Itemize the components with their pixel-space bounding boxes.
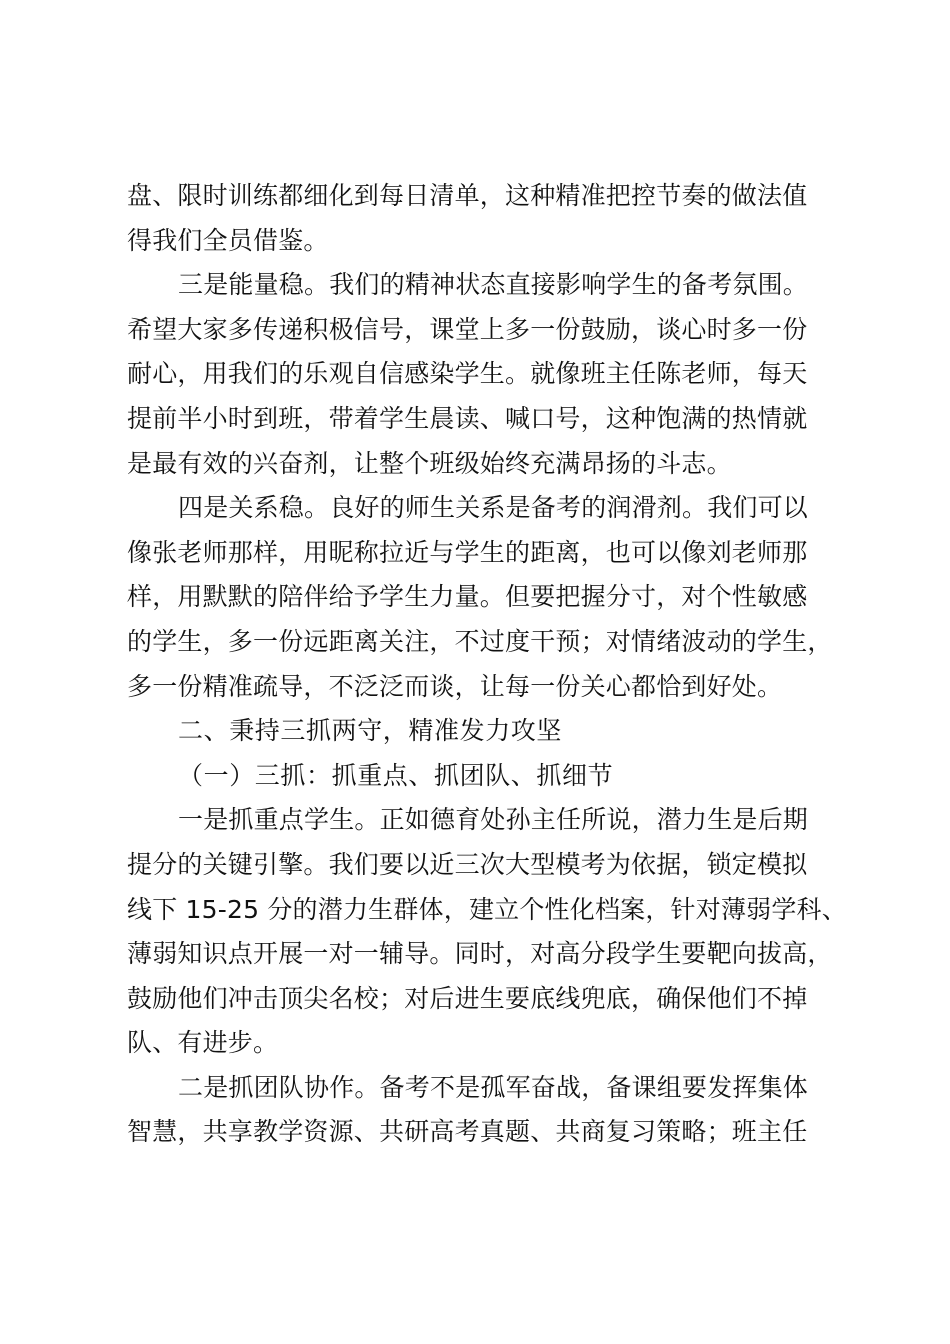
text-line: 提前半小时到班，带着学生晨读、喊口号，这种饱满的热情就: [127, 403, 808, 433]
text-line: 提分的关键引擎。我们要以近三次大型模考为依据，锁定模拟: [127, 849, 808, 879]
text-line: 耐心，用我们的乐观自信感染学生。就像班主任陈老师，每天: [127, 359, 808, 389]
text-line: 盘、限时训练都细化到每日清单，这种精准把控节奏的做法值: [127, 181, 808, 210]
text-line: 希望大家多传递积极信号，课堂上多一份鼓励，谈心时多一份: [127, 314, 808, 344]
paragraph-start-line: 三是能量稳。我们的精神状态直接影响学生的备考氛围。: [178, 270, 809, 300]
paragraph-start-line: 一是抓重点学生。正如德育处孙主任所说，潜力生是后期: [178, 805, 809, 835]
text-line: 得我们全员借鉴。: [127, 225, 329, 255]
document-page: [127, 174, 867, 1155]
subsection-heading: （一）三抓：抓重点、抓团队、抓细节: [178, 760, 614, 790]
paragraph-start-line: 四是关系稳。良好的师生关系是备考的润滑剂。我们可以: [178, 493, 809, 523]
text-line: 鼓励他们冲击顶尖名校；对后进生要底线兜底，确保他们不掉: [127, 983, 808, 1013]
text-line: 智慧，共享教学资源、共研高考真题、共商复习策略；班主任: [127, 1117, 808, 1147]
text-line: 多一份精准疏导，不泛泛而谈，让每一份关心都恰到好处。: [127, 671, 783, 701]
text-line: 线下 15-25 分的潜力生群体，建立个性化档案，针对薄弱学科、: [127, 894, 847, 924]
text-line: 队、有进步。: [127, 1028, 279, 1058]
text-line: 样，用默默的陪伴给予学生力量。但要把握分寸，对个性敏感: [127, 582, 808, 612]
section-heading: 二、秉持三抓两守，精准发力攻坚: [178, 716, 563, 746]
text-line: 像张老师那样，用昵称拉近与学生的距离，也可以像刘老师那: [127, 537, 808, 567]
text-line: 薄弱知识点开展一对一辅导。同时，对高分段学生要靶向拔高，: [127, 939, 833, 969]
text-line: 是最有效的兴奋剂，让整个班级始终充满昂扬的斗志。: [127, 448, 732, 478]
text-line: 的学生，多一份远距离关注，不过度干预；对情绪波动的学生，: [127, 626, 833, 656]
paragraph-start-line: 二是抓团队协作。备考不是孤军奋战，备课组要发挥集体: [178, 1072, 809, 1102]
